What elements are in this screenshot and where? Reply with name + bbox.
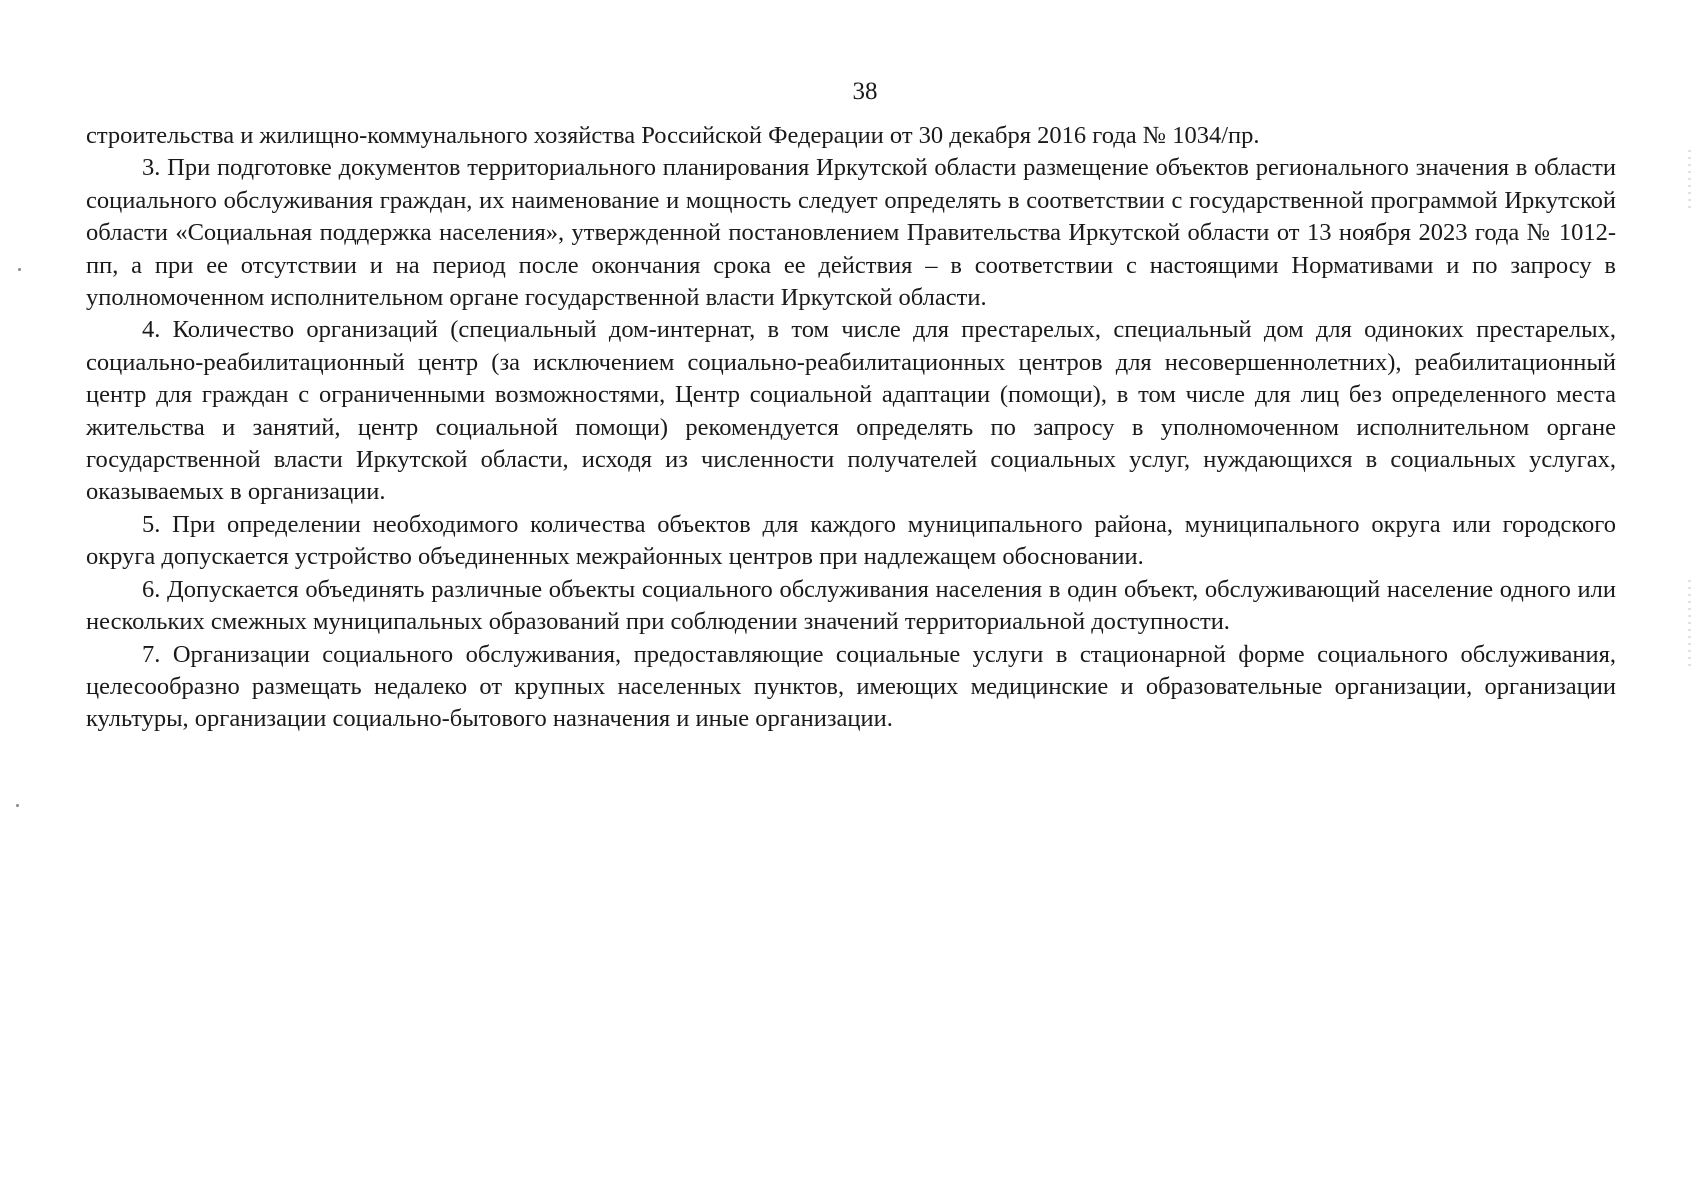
page-number: 38 <box>852 78 878 105</box>
paragraph-item-5: 5. При определении необходимого количества объектов для каждого муниципального района, муниципального округа или городского округа допускается устройство объединенных межрайонных центров при надлежащем обосновании. <box>86 510 1616 571</box>
paragraph-item-7: 7. Организации социального обслуживания, предоставляющие социальные услуги в стационарной форме социального обслуживания, целесообразно размещать недалеко от крупных населенных пунктов, имеющих медицинские и образовательные организации, организации культуры, организации социально-бытового назначения и иные организации. <box>86 640 1616 733</box>
scan-noise <box>1688 580 1691 670</box>
scan-speck <box>16 804 19 807</box>
paragraph-continuation: строительства и жилищно-коммунального хозяйства Российской Федерации от 30 декабря 2016 года № 1034/пр. <box>86 122 1260 149</box>
document-body <box>86 120 1616 736</box>
scan-noise <box>1688 150 1691 210</box>
paragraph-item-3: 3. При подготовке документов территориального планирования Иркутской области размещение объектов регионального значения в области социального обслуживания граждан, их наименование и мощность следует определять в соответствии с государственной программой Иркутской области «Социальная поддержка населения», утвержденной постановлением Правительства Иркутской области от 13 ноября 2023 года № 1012-пп, а при ее отсутствии и на период после окончания срока ее действия – в соответствии с настоящими Нормативами и по запросу в уполномоченном исполнительном органе государственной власти Иркутской области. <box>86 154 1616 312</box>
paragraph-item-4: 4. Количество организаций (специальный дом-интернат, в том числе для престарелых, специальный дом для одиноких престарелых, социально-реабилитационный центр (за исключением социально-реабилитационных центров для несовершеннолетних), реабилитационный центр для граждан с ограниченными возможностями, Центр социальной адаптации (помощи), в том числе для лиц без определенного места жительства и занятий, центр социальной помощи) рекомендуется определять по запросу в уполномоченном исполнительном органе государственной власти Иркутской области, исходя из численности получателей социальных услуг, нуждающихся в социальных услугах, оказываемых в организации. <box>86 316 1616 506</box>
paragraph-item-6: 6. Допускается объединять различные объекты социального обслуживания населения в один объект, обслуживающий население одного или нескольких смежных муниципальных образований при соблюдении значений территориальной доступности. <box>86 575 1616 636</box>
scan-speck <box>18 268 21 271</box>
